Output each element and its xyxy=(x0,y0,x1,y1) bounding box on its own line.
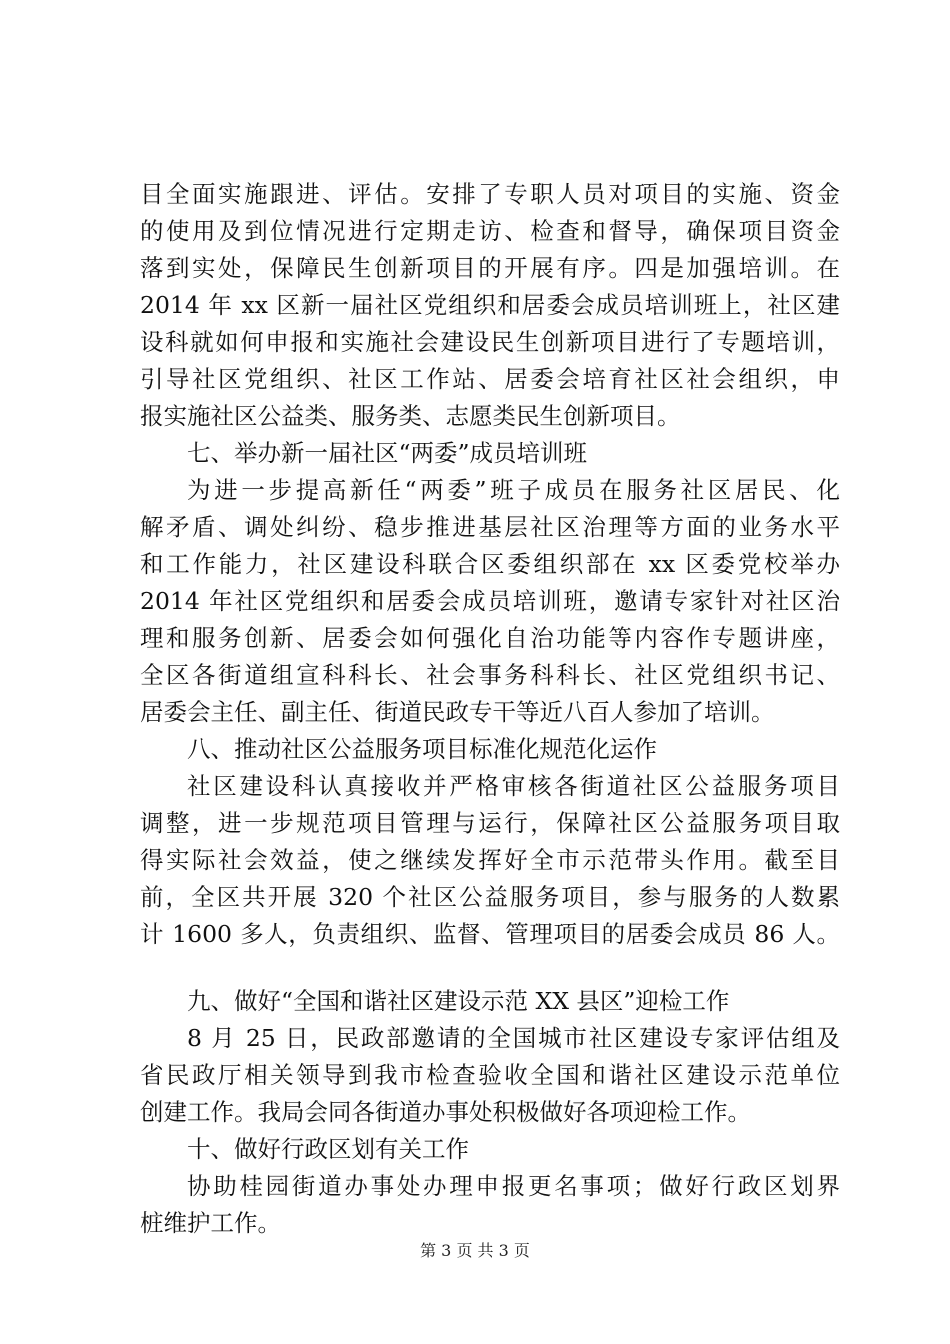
body-line: 报实施社区公益类、服务类、志愿类民生创新项目。 xyxy=(140,402,681,430)
section-heading: 十、做好行政区划有关工作 xyxy=(187,1135,469,1163)
paragraph-first-line: 协助桂园街道办事处办理申报更名事项；做好行政区划界 xyxy=(187,1172,840,1200)
body-line: 桩维护工作。 xyxy=(140,1209,281,1237)
body-line: 2014 年 xx 区新一届社区党组织和居委会成员培训班上，社区建 xyxy=(140,291,840,319)
section-heading: 八、推动社区公益服务项目标准化规范化运作 xyxy=(187,735,657,763)
body-line: 目全面实施跟进、评估。安排了专职人员对项目的实施、资金 xyxy=(140,180,840,208)
body-line: 居委会主任、副主任、街道民政专干等近八百人参加了培训。 xyxy=(140,698,775,726)
body-line: 解矛盾、调处纠纷、稳步推进基层社区治理等方面的业务水平 xyxy=(140,513,840,541)
body-line: 设科就如何申报和实施社会建设民生创新项目进行了专题培训， xyxy=(140,328,840,356)
body-line: 得实际社会效益，使之继续发挥好全市示范带头作用。截至目 xyxy=(140,846,840,874)
paragraph-first-line: 社区建设科认真接收并严格审核各街道社区公益服务项目 xyxy=(187,772,840,800)
body-line: 调整，进一步规范项目管理与运行，保障社区公益服务项目取 xyxy=(140,809,840,837)
body-line: 全区各街道组宣科科长、社会事务科科长、社区党组织书记、 xyxy=(140,661,840,689)
section-heading: 七、举办新一届社区“两委”成员培训班 xyxy=(187,439,588,467)
body-line: 理和服务创新、居委会如何强化自治功能等内容作专题讲座， xyxy=(140,624,840,652)
body-line: 引导社区党组织、社区工作站、居委会培育社区社会组织，申 xyxy=(140,365,840,393)
page-number-footer: 第 3 页 共 3 页 xyxy=(420,1241,530,1260)
paragraph-first-line: 8 月 25 日，民政部邀请的全国城市社区建设专家评估组及 xyxy=(187,1024,840,1052)
body-line: 计 1600 多人，负责组织、监督、管理项目的居委会成员 86 人。 xyxy=(140,920,840,948)
body-line: 落到实处，保障民生创新项目的开展有序。四是加强培训。在 xyxy=(140,254,840,282)
document-body xyxy=(140,176,840,1242)
paragraph-gap xyxy=(140,953,840,983)
body-line: 创建工作。我局会同各街道办事处积极做好各项迎检工作。 xyxy=(140,1098,751,1126)
body-line: 省民政厅相关领导到我市检查验收全国和谐社区建设示范单位 xyxy=(140,1061,840,1089)
body-line: 2014 年社区党组织和居委会成员培训班，邀请专家针对社区治 xyxy=(140,587,840,615)
body-line: 的使用及到位情况进行定期走访、检查和督导，确保项目资金 xyxy=(140,217,840,245)
section-heading: 九、做好“全国和谐社区建设示范 XX 县区”迎检工作 xyxy=(187,987,730,1015)
body-line: 前，全区共开展 320 个社区公益服务项目，参与服务的人数累 xyxy=(140,883,840,911)
paragraph-first-line: 为进一步提高新任“两委”班子成员在服务社区居民、化 xyxy=(187,476,840,504)
body-line: 和工作能力，社区建设科联合区委组织部在 xx 区委党校举办 xyxy=(140,550,840,578)
